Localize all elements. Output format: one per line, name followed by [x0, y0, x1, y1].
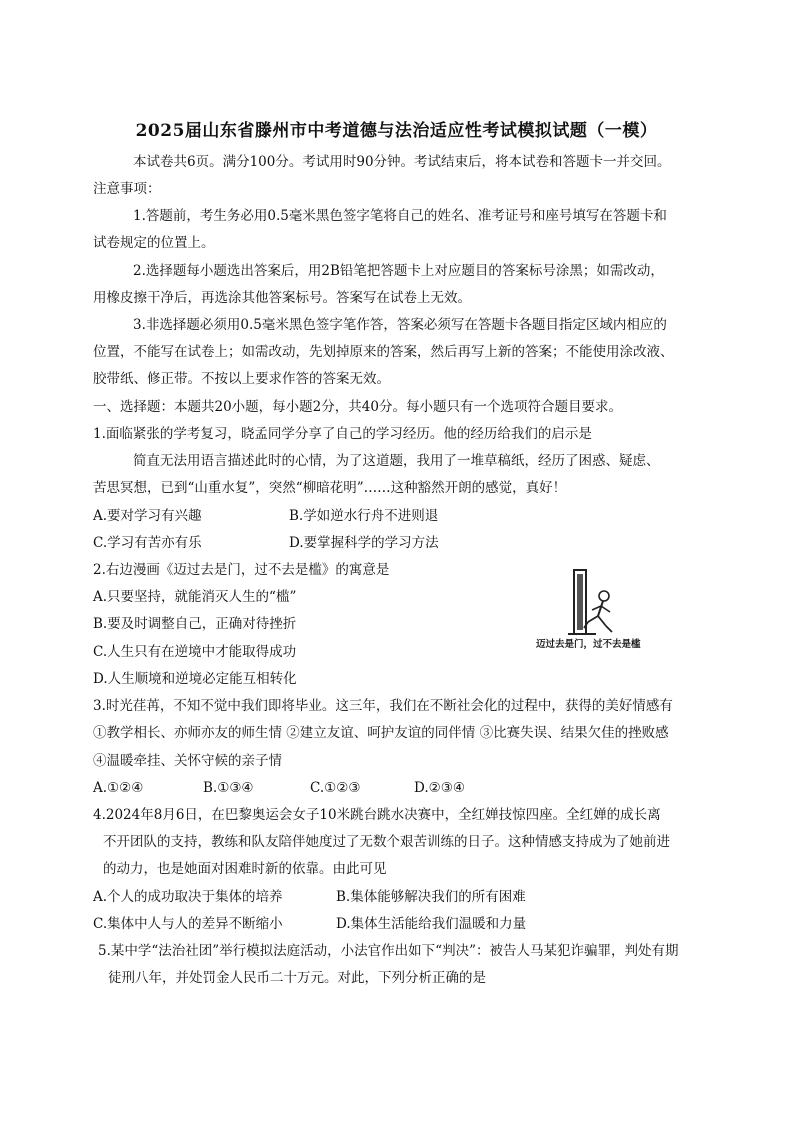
- q1-option-a: A.要对学习有兴趣: [93, 508, 202, 524]
- note-3-line-3: 胶带纸、修正带。不按以上要求作答的答案无效。: [93, 371, 390, 387]
- q1-quote-line-1: 简直无法用语言描述此时的心情，为了这道题，我用了一堆草稿纸，经历了困惑、疑虑、: [133, 453, 660, 469]
- q2-stem: 2.右边漫画《迈过去是门，过不去是槛》的寓意是: [93, 562, 390, 578]
- q3-stem: 3.时光荏苒，不知不觉中我们即将毕业。这三年，我们在不断社会化的过程中，获得的美好情感有: [93, 698, 673, 714]
- note-1-line-2: 试卷规定的位置上。: [93, 235, 215, 251]
- q4-stem-line-2: 不开团队的支持，教练和队友陪伴她度过了无数个艰苦训练的日子。这种情感支持成为了她前进: [103, 834, 670, 850]
- q1-option-b: B.学如逆水行舟不进则退: [289, 508, 439, 524]
- note-3-line-2: 位置，不能写在试卷上；如需改动，先划掉原来的答案，然后再写上新的答案；不能使用涂改液、: [93, 344, 674, 360]
- intro-text: 本试卷共6页。满分100分。考试用时90分钟。考试结束后，将本试卷和答题卡一并交回。: [133, 154, 671, 170]
- q3-items-line-1: ①教学相长、亦师亦友的师生情 ②建立友谊、呵护友谊的同伴情 ③比赛失误、结果欠佳的挫败感: [93, 725, 669, 741]
- q4-option-a: A.个人的成功取决于集体的培养: [93, 889, 283, 905]
- q5-stem-line-1: 5.某中学“法治社团”举行模拟法庭活动，小法官作出如下“判决”：被告人马某犯诈骗罪，判处有期: [98, 943, 679, 959]
- q5-stem-line-2: 徒刑八年，并处罚金人民币二十万元。对此，下列分析正确的是: [108, 970, 486, 986]
- exam-title: 2025届山东省滕州市中考道德与法治适应性考试模拟试题（一模）: [135, 121, 658, 141]
- notice-label: 注意事项：: [93, 181, 161, 197]
- q4-stem-line-1: 4.2024年8月6日，在巴黎奥运会女子10米跳台跳水决赛中，全红婵技惊四座。全红婵的成长离: [93, 807, 661, 823]
- q2-option-d: D.人生顺境和逆境必定能互相转化: [93, 671, 297, 687]
- note-2-line-2: 用橡皮擦干净后，再选涂其他答案标号。答案写在试卷上无效。: [93, 290, 471, 306]
- q4-option-c: C.集体中人与人的差异不断缩小: [93, 916, 283, 932]
- q3-option-c: C.①②③: [310, 780, 361, 796]
- q1-option-c: C.学习有苦亦有乐: [93, 535, 202, 551]
- section-heading: 一、选择题：本题共20小题，每小题2分，共40分。每小题只有一个选项符合题目要求。: [93, 399, 622, 415]
- q3-option-a: A.①②④: [93, 780, 144, 796]
- note-3-line-1: 3.非选择题必须用0.5毫米黑色签字笔作答，答案必须写在答题卡各题目指定区域内相应的: [133, 317, 667, 333]
- q1-option-d: D.要掌握科学的学习方法: [289, 535, 439, 551]
- q2-option-a: A.只要坚持，就能消灭人生的“槛”: [93, 589, 297, 605]
- note-2-line-1: 2.选择题每小题选出答案后，用2B铅笔把答题卡上对应题目的答案标号涂黑；如需改动，: [133, 263, 664, 279]
- q1-quote-line-2: 苦思冥想，已到“山重水复”，突然“柳暗花明”……这种豁然开朗的感觉，真好！: [93, 480, 567, 496]
- q4-option-d: D.集体生活能给我们温暖和力量: [336, 916, 527, 932]
- note-1-line-1: 1.答题前，考生务必用0.5毫米黑色签字笔将自己的姓名、准考证号和座号填写在答题卡和: [133, 208, 667, 224]
- q2-option-c: C.人生只有在逆境中才能取得成功: [93, 644, 297, 660]
- q3-option-d: D.②③④: [414, 780, 465, 796]
- q4-stem-line-3: 的动力，也是她面对困难时新的依靠。由此可见: [103, 861, 387, 877]
- q1-stem: 1.面临紧张的学考复习，晓孟同学分享了自己的学习经历。他的经历给我们的启示是: [93, 426, 592, 442]
- q3-items-line-2: ④温暖牵挂、关怀守候的亲子情: [93, 753, 282, 769]
- q4-option-b: B.集体能够解决我们的所有困难: [336, 889, 526, 905]
- q3-option-b: B.①③④: [203, 780, 254, 796]
- q2-option-b: B.要及时调整自己，正确对待挫折: [93, 616, 297, 632]
- cartoon-caption: 迈过去是门，过不去是槛: [536, 639, 641, 650]
